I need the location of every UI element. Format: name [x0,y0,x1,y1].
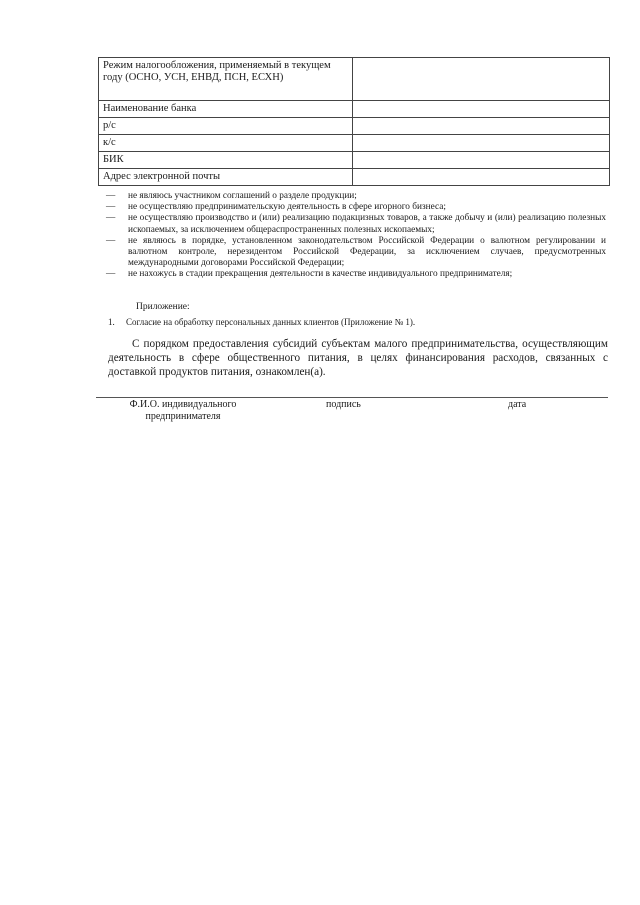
signature-sign-label: подпись [326,399,361,410]
bullet-dash: — [106,213,116,224]
acknowledgement-paragraph [108,337,608,379]
signature-name-label: Ф.И.О. индивидуального предпринимателя [129,399,237,422]
list-item [106,213,606,235]
row-label-settlement-account: р/с [99,118,353,135]
appendix-item [108,317,415,327]
bullet-dash: — [106,191,116,201]
bullet-dash: — [106,269,116,280]
signature-date-label: дата [508,399,527,410]
statement-text: не нахожусь в стадии прекращения деятельности в качестве индивидуального предпринимателя; [128,269,513,280]
table-row [99,118,610,135]
row-label-email: Адрес электронной почты [99,169,353,186]
requisites-table [98,57,610,186]
list-item [106,236,606,270]
table-row [99,169,610,186]
acknowledgement-text: С порядком предоставления субсидий субъектам малого предпринимательства, осуществляющим деятельность в сфере общественного питания, в целях финансирования расходов, связанных с доставкой продуктов питания, ознакомлен(а). [108,338,608,378]
appendix-item-number: 1. [108,317,115,327]
list-item [106,269,606,280]
table-row [99,101,610,118]
appendix-heading: Приложение: [136,302,190,312]
table-row [99,58,610,101]
appendix-item-text: Согласие на обработку персональных данных клиентов (Приложение № 1). [126,317,416,327]
row-value-bank-name [353,101,610,118]
statement-text: не осуществляю предпринимательскую деятельность в сфере игорного бизнеса; [128,202,446,213]
statement-text: не осуществляю производство и (или) реализацию подакцизных товаров, а также добычу и (или) реализацию полезных ископаемых, за исключением общераспространенных полезных ископаемых; [128,213,606,235]
row-value-email [353,169,610,186]
bullet-dash: — [106,202,116,213]
statement-text: не являюсь участником соглашений о разделе продукции; [128,191,357,201]
row-label-bank-name: Наименование банка [99,101,353,118]
signature-line [96,397,608,398]
bullet-dash: — [106,235,116,246]
list-item [106,191,606,202]
row-value-tax-regime [353,58,610,101]
row-label-tax-regime: Режим налогообложения, применяемый в текущем году (ОСНО, УСН, ЕНВД, ПСН, ЕСХН) [99,58,353,101]
row-value-bik [353,152,610,169]
list-item [106,202,606,213]
statement-text: не являюсь в порядке, установленном законодательством Российской Федерации о валютном регулировании и валютном контроле, нерезидентом Российской Федерации, за исключением случаев, предусмотренных международными договорами Российской Федерации; [128,235,606,269]
table-row [99,152,610,169]
row-label-bik: БИК [99,152,353,169]
row-value-settlement-account [353,118,610,135]
statements-list [106,191,606,281]
row-label-correspondent-account: к/с [99,135,353,152]
table-row [99,135,610,152]
row-value-correspondent-account [353,135,610,152]
